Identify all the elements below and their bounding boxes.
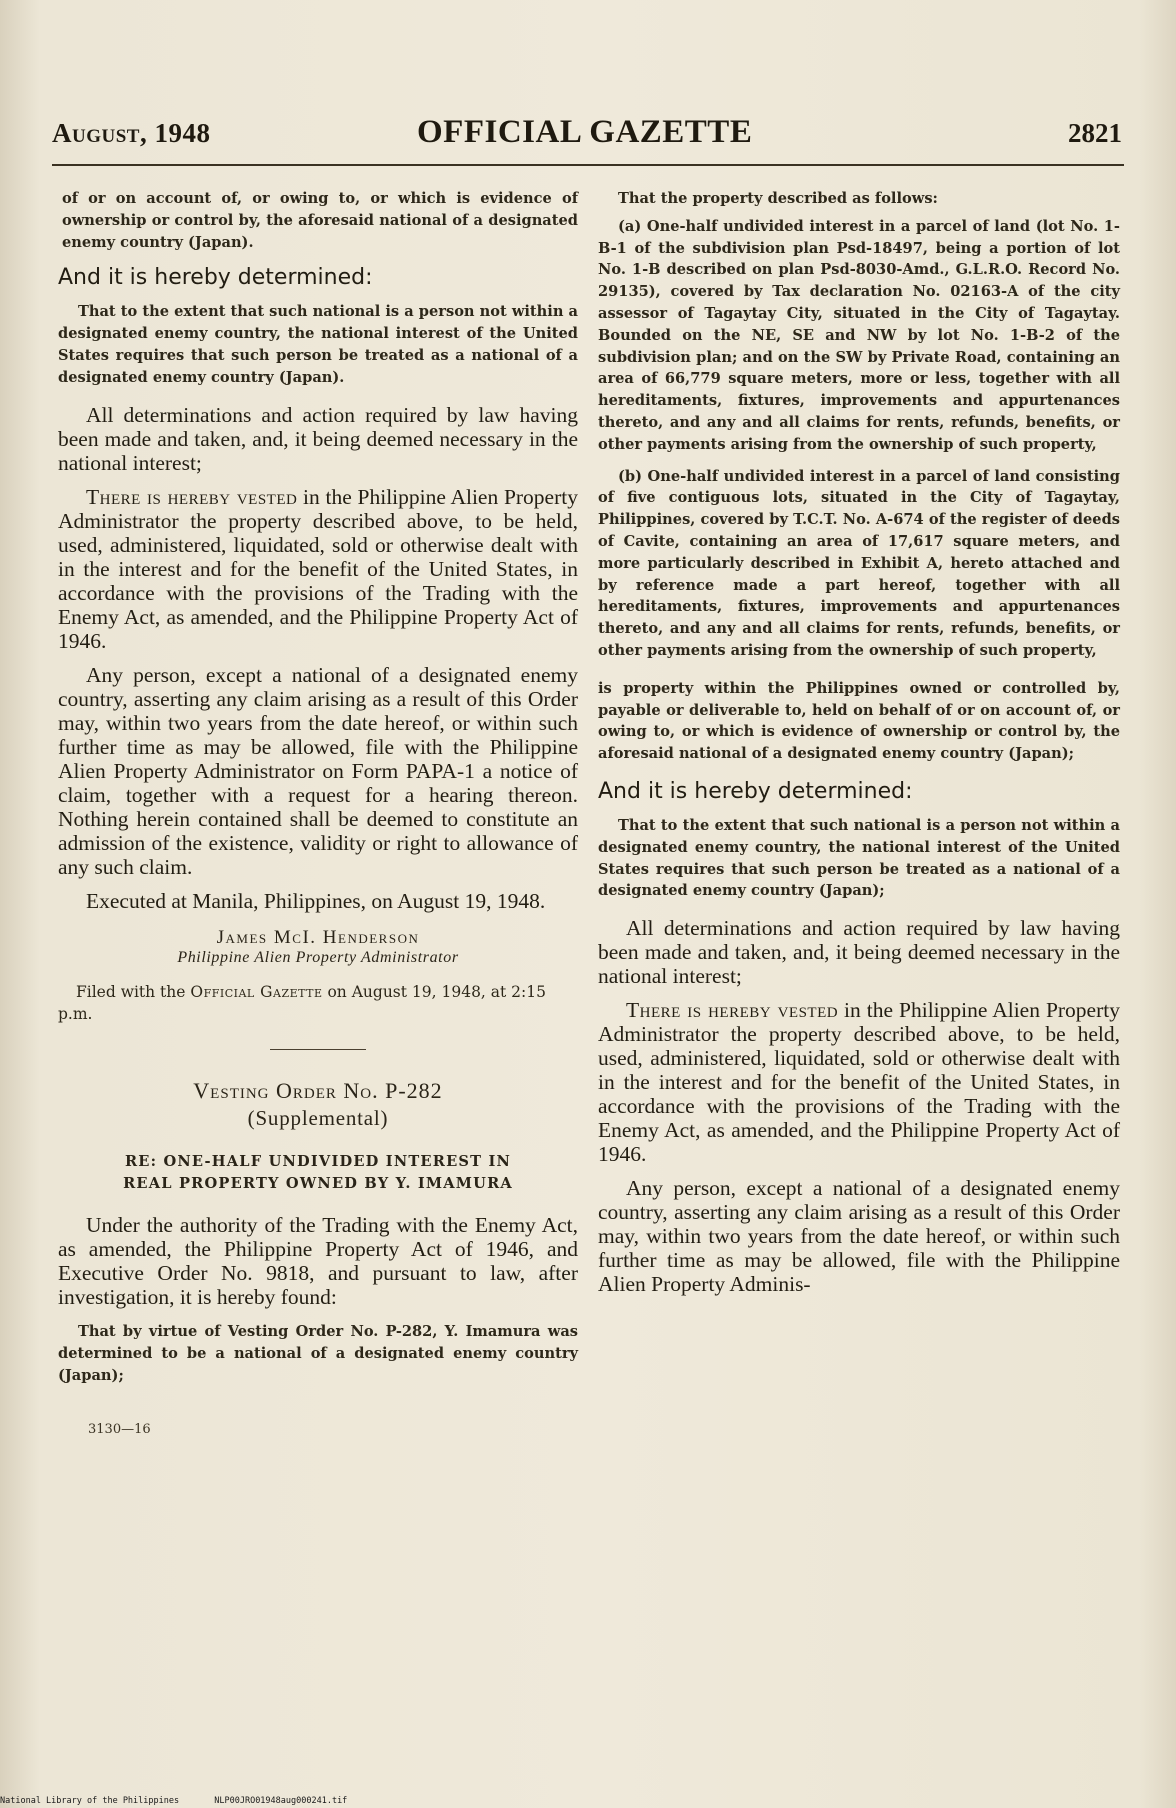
- order-subject: [58, 1151, 578, 1195]
- order-subject-line-1: RE: ONE-HALF UNDIVIDED INTEREST IN: [124, 1153, 512, 1171]
- filed-gazette: Official Gazette: [190, 982, 323, 1001]
- paragraph: of or on account of, or owing to, or which is evidence of ownership or control by, the aforesaid national of a designated enemy country (Japan).: [62, 190, 578, 251]
- vesting-paragraph: [58, 485, 578, 653]
- property-a-paragraph: (a) One-half undivided interest in a parcel of land (lot No. 1-B-1 of the subdivision plan Psd-18497, being a portion of lot No. 1-B described on plan Psd-8030-Amd., G.L.R.O. Record No. 29135), covered by Tax declaration No. 02163-A of the city assessor of Tagaytay City, situated in the City of Tagaytay. Bounded on the NE, SE and NW by lot No. 1-B-2 of the subdivision plan; and on the SW by Private Road, containing an area of 66,779 square meters, more or less, together with all hereditaments, fixtures, improvements and appurtenances thereto, and any and all claims for rents, refunds, benefits, or other payments arising from the ownership of such property,: [598, 217, 1120, 453]
- header-publication-title: OFFICIAL GAZETTE: [417, 114, 753, 150]
- filed-note: [58, 981, 578, 1025]
- vesting-lead: There is hereby vested: [626, 998, 839, 1023]
- scan-filename: NLP00JRO01948aug000241.tif: [214, 1796, 348, 1806]
- determination-heading: And it is hereby determined:: [598, 778, 913, 804]
- determination-heading: And it is hereby determined:: [58, 265, 373, 291]
- paragraph: All determinations and action required by law having been made and taken, and, it being deemed necessary in the national interest;: [58, 402, 578, 475]
- vesting-text: in the Philippine Alien Property Administrator the property described above, to be held, used, administered, liquidated, sold or otherwise dealt with in the interest and for the benefit of the United States, in accordance with the provisions of the Trading with the Enemy Act, as amended, and the Philippine Property Act of 1946.: [58, 484, 578, 653]
- section-divider: [270, 1049, 366, 1051]
- claim-paragraph: Any person, except a national of a designated enemy country, asserting any claim arising as a result of this Order may, within two years from the date hereof, or within such further time as may be allowed, file with the Philippine Alien Property Adminis-: [598, 1176, 1120, 1297]
- vesting-paragraph: [598, 998, 1120, 1166]
- paragraph: All determinations and action required by law having been made and taken, and, it being deemed necessary in the national interest;: [598, 916, 1120, 989]
- claim-paragraph: Any person, except a national of a designated enemy country, asserting any claim arising as a result of this Order may, within two years from the date hereof, or within such further time as may be allowed, file with the Philippine Alien Property Administrator on Form PAPA-1 a notice of claim, together with a request for a hearing thereon. Nothing herein contained shall be deemed to constitute an admission of the existence, validity or right to allowance of any such claim.: [58, 662, 578, 879]
- authority-paragraph: Under the authority of the Trading with the Enemy Act, as amended, the Philippine Property Act of 1946, and Executive Order No. 9818, and pursuant to law, after investigation, it is hereby found:: [58, 1213, 578, 1310]
- filed-pre: Filed with the: [76, 982, 191, 1001]
- paragraph: That to the extent that such national is a person not within a designated enemy country, the national interest of the United States requires that such person be treated as a national of a designated enemy country (Japan);: [598, 816, 1120, 900]
- vesting-lead: There is hereby vested: [86, 484, 298, 509]
- vesting-text: in the Philippine Alien Property Administrator the property described above, to be held, used, administered, liquidated, sold or otherwise dealt with in the interest and for the benefit of the United States, in accordance with the provisions of the Trading with the Enemy Act, as amended, and the Philippine Property Act of 1946.: [598, 998, 1120, 1167]
- paragraph: That to the extent that such national is a person not within a designated enemy country, the national interest of the United States requires that such person be treated as a national of a designated enemy country (Japan).: [58, 303, 578, 386]
- order-title: Vesting Order No. P-282: [193, 1078, 443, 1104]
- header-rule: [52, 164, 1124, 166]
- library-credit: National Library of the Philippines: [0, 1796, 180, 1806]
- finding-paragraph: That by virtue of Vesting Order No. P-282, Y. Imamura was determined to be a national of a designated enemy country (Japan);: [58, 1323, 578, 1384]
- execution-paragraph: Executed at Manila, Philippines, on August 19, 1948.: [86, 888, 546, 913]
- signature-name: James McI. Henderson: [216, 926, 420, 948]
- print-code: 3130—16: [88, 1422, 151, 1438]
- paragraph: That the property described as follows:: [618, 190, 938, 207]
- scan-footer: [0, 1794, 1176, 1808]
- right-column: [598, 188, 1120, 1296]
- paragraph: is property within the Philippines owned or controlled by, payable or deliverable to, held on behalf of or on account of, or owing to, or which is evidence of ownership or control by, the aforesaid national of a designated enemy country (Japan);: [598, 679, 1120, 763]
- signature-title: Philippine Alien Property Administrator: [177, 948, 459, 966]
- order-subtitle: (Supplemental): [247, 1106, 389, 1131]
- property-b-paragraph: (b) One-half undivided interest in a parcel of land consisting of five contiguous lots, situated in the City of Tagaytay, Philippines, covered by T.C.T. No. A-674 of the register of deeds of Cavite, containing an area of 17,617 square meters, and more particularly described in Exhibit A, hereto attached and by reference made a part hereof, together with all hereditaments, fixtures, improvements and appurtenances thereto, and any and all claims for rents, refunds, benefits, or other payments arising from the ownership of such property,: [598, 467, 1120, 659]
- page-header: [52, 114, 1122, 162]
- header-page-number: 2821: [1068, 118, 1122, 148]
- header-date: August, 1948: [52, 118, 211, 148]
- left-column: [58, 188, 578, 1437]
- filed-post: on August 19, 1948, at 2:15 p.m.: [58, 982, 546, 1023]
- order-subject-line-2: REAL PROPERTY OWNED BY Y. IMAMURA: [123, 1175, 513, 1193]
